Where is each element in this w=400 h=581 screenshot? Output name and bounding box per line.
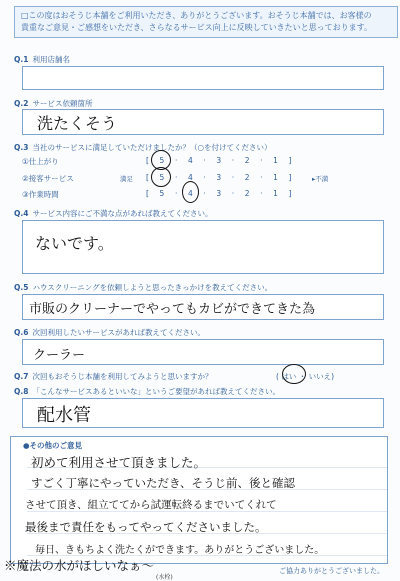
question-text: ハウスクリーニングを依頼しようと思ったきっかけを教えてください。 xyxy=(32,283,273,292)
comment-line-5: 毎日、きもちよく洗たくができます。ありがとうございました。 xyxy=(35,545,325,556)
question-number: Q.6 xyxy=(14,328,29,337)
store-name-field[interactable] xyxy=(22,66,384,90)
rating-scale-service[interactable]: [ 5 · 4 · 3 · 2 · 1 ] xyxy=(146,173,292,182)
rating-label: ①仕上がり xyxy=(22,157,59,166)
question-5 xyxy=(14,282,272,293)
next-service-field[interactable] xyxy=(22,339,384,365)
question-3 xyxy=(14,142,272,153)
yes-no-choice: ( はい ・ いいえ) xyxy=(276,372,335,381)
scale-1[interactable]: 1 xyxy=(273,173,278,182)
rating-selected-circle xyxy=(182,181,199,203)
question-text: 次回利用したいサービスがあれば教えてください。 xyxy=(32,328,205,337)
comment-line-3: させて頂き、組立ててから試運転終るまでいてくれて xyxy=(25,499,277,511)
no-option[interactable]: いいえ xyxy=(308,372,332,381)
service-location-field[interactable] xyxy=(22,109,384,135)
scale-2[interactable]: 2 xyxy=(244,156,250,165)
handwritten-note-sub: (水栓) xyxy=(156,574,173,581)
scale-5[interactable]: 5 xyxy=(159,189,165,198)
question-text: サービス内容にご不満な点があれば教えてください。 xyxy=(32,209,213,218)
comment-line-4: 最後まで責任をもってやってくださいました。 xyxy=(25,520,267,534)
question-text: サービス依頼箇所 xyxy=(32,99,93,108)
complaint-field[interactable] xyxy=(22,220,384,274)
service-location-answer: 洗たくそう xyxy=(37,114,118,133)
question-8 xyxy=(14,386,280,397)
question-4 xyxy=(14,208,212,219)
question-number: Q.7 xyxy=(14,372,29,381)
yes-option[interactable]: はい xyxy=(281,372,297,381)
question-7 xyxy=(14,371,212,382)
question-text: 利用店舗名 xyxy=(32,55,70,64)
rating-label: ③作業時間 xyxy=(22,190,59,199)
scale-5[interactable]: 5 xyxy=(159,173,165,182)
complaint-answer: ないです。 xyxy=(35,234,114,253)
question-text: 「こんなサービスあるといいな」というご要望があれば教えてください。 xyxy=(32,387,280,396)
other-comments-box[interactable] xyxy=(10,436,388,564)
rating-row-service xyxy=(22,173,106,184)
question-number: Q.4 xyxy=(14,209,29,218)
rating-row-time xyxy=(22,189,106,200)
question-2 xyxy=(14,98,92,109)
rating-scale-time[interactable]: [ 5 · 4 · 3 · 2 · 1 ] xyxy=(146,189,292,198)
request-answer: 配水管 xyxy=(37,405,91,426)
scale-4[interactable]: 4 xyxy=(187,156,193,165)
comment-line-1: 初めて利用させて頂きました。 xyxy=(31,455,207,470)
scale-5[interactable]: 5 xyxy=(159,156,165,165)
request-field[interactable] xyxy=(22,398,384,428)
dissatisfied-text: 不満 xyxy=(315,175,329,183)
thank-you-footer: ご協力ありがとうございました。 xyxy=(279,567,384,575)
satisfied-label: 満足 xyxy=(120,175,133,183)
question-number: Q.1 xyxy=(14,55,29,64)
yes-selected-circle xyxy=(282,364,306,384)
question-number: Q.2 xyxy=(14,99,29,108)
question-text: 当社のサービスに満足していただけましたか？（○を付けてください） xyxy=(32,143,272,152)
question-number: Q.8 xyxy=(14,387,29,396)
intro-line-1: □この度はおそうじ本舗をご利用いただき、ありがとうございます。おそうじ本舗では、お客様の xyxy=(21,11,372,20)
rating-selected-circle xyxy=(151,167,171,187)
scale-4[interactable]: 4 xyxy=(187,173,193,182)
intro-line-2: 貴重なご意見・ご感想をいただき、さらなるサービス向上に反映していきたいと思っております。 xyxy=(21,23,373,32)
question-1 xyxy=(14,54,70,65)
scale-1[interactable]: 1 xyxy=(273,189,278,198)
rating-scale-finish[interactable]: [ 5 · 4 · 3 · 2 · 1 ] xyxy=(146,156,292,165)
scale-3[interactable]: 3 xyxy=(216,173,222,182)
question-text: 次回もおそうじ本舗を利用してみようと思いますか？ xyxy=(32,372,213,381)
scale-3[interactable]: 3 xyxy=(216,189,222,198)
scale-1[interactable]: 1 xyxy=(273,156,278,165)
separator: ・ xyxy=(298,372,307,381)
question-number: Q.5 xyxy=(14,283,29,292)
dissatisfied-label: ▸不満 xyxy=(312,175,329,183)
other-comments-title: ●その他のご意見 xyxy=(23,441,83,450)
scale-4[interactable]: 4 xyxy=(187,189,193,198)
rating-label: ②接客サービス xyxy=(22,174,74,183)
intro-box xyxy=(14,6,398,38)
next-service-answer: クーラー xyxy=(33,348,86,363)
scale-3[interactable]: 3 xyxy=(216,156,222,165)
question-6 xyxy=(14,327,205,338)
rating-row-finish xyxy=(22,156,106,167)
reason-answer: 市販のクリーナーでやってもカビができてきた為 xyxy=(29,302,316,317)
question-number: Q.3 xyxy=(14,143,29,152)
comment-line-2: すごく丁寧にやっていただき、そうじ前、後と確認 xyxy=(31,476,296,490)
reason-field[interactable] xyxy=(22,294,384,320)
handwritten-note: ※魔法の水がほしいなぁ〜 xyxy=(4,558,155,573)
scale-2[interactable]: 2 xyxy=(244,189,250,198)
scale-2[interactable]: 2 xyxy=(244,173,250,182)
